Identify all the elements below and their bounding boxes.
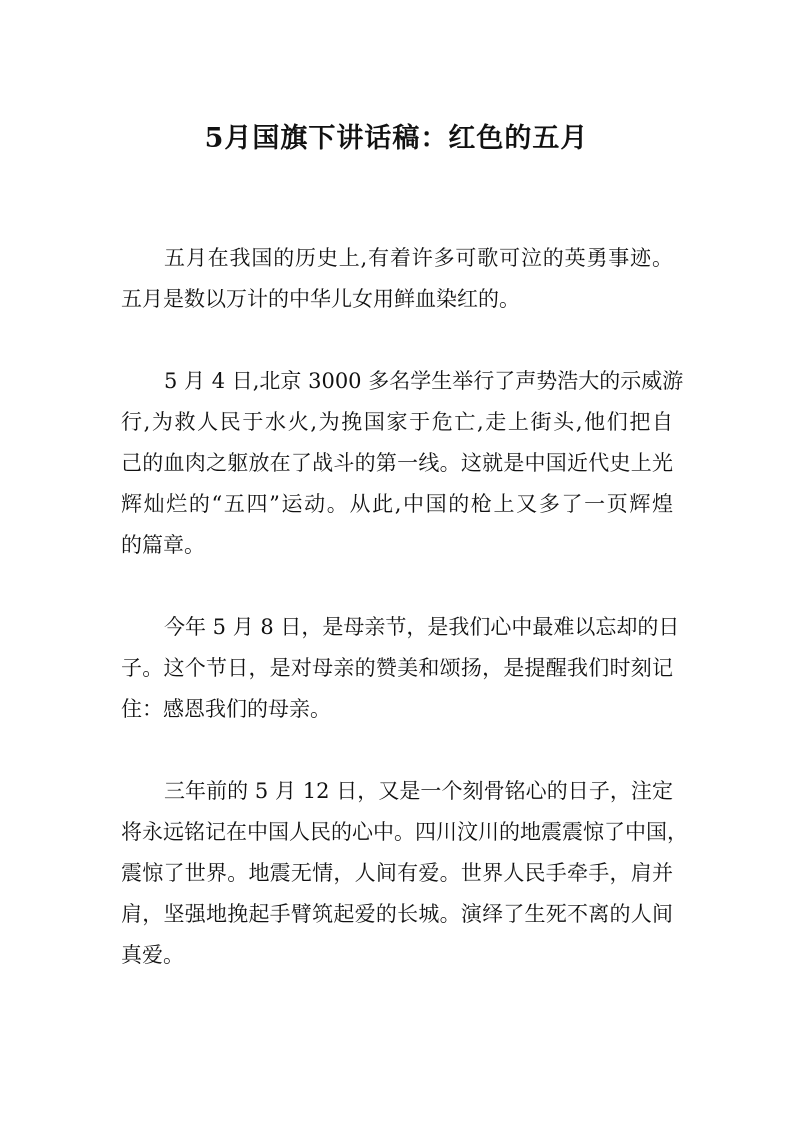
paragraph-line: 子。这个节日，是对母亲的赞美和颂扬，是提醒我们时刻记 (121, 656, 673, 680)
paragraph-line: 住：感恩我们的母亲。 (121, 697, 331, 721)
paragraph-line: 今年 5 月 8 日，是母亲节，是我们心中最难以忘却的日 (164, 615, 680, 639)
paragraph-line: 三年前的 5 月 12 日，又是一个刻骨铭心的日子，注定 (164, 779, 673, 803)
paragraph-line: 辉灿烂的“五四”运动。从此,中国的枪上又多了一页辉煌 (121, 492, 673, 516)
document-title: 5月国旗下讲话稿：红色的五月 (204, 123, 589, 155)
paragraph (121, 607, 680, 730)
paragraph-line: 肩，坚强地挽起手臂筑起爱的长城。演绎了生死不离的人间 (121, 902, 673, 926)
paragraph-line: 将永远铭记在中国人民的心中。四川汶川的地震震惊了中国， (121, 820, 688, 844)
paragraph-line: 五月在我国的历史上,有着许多可歌可泣的英勇事迹。 (164, 246, 673, 270)
paragraph (121, 771, 688, 976)
paragraph-line: 己的血肉之躯放在了战斗的第一线。这就是中国近代史上光 (121, 451, 673, 475)
paragraph-line: 真爱。 (121, 943, 184, 967)
paragraph (121, 361, 684, 566)
paragraph-line: 震惊了世界。地震无情，人间有爱。世界人民手牵手，肩并 (121, 861, 673, 885)
paragraph-line: 的篇章。 (121, 533, 205, 557)
paragraph-line: 五月是数以万计的中华儿女用鲜血染红的。 (121, 287, 520, 311)
paragraph-line: 5 月 4 日,北京 3000 多名学生举行了声势浩大的示威游 (164, 369, 684, 393)
paragraph (121, 238, 673, 320)
paragraph-line: 行,为救人民于水火,为挽国家于危亡,走上街头,他们把自 (121, 410, 673, 434)
document-body (121, 238, 688, 1017)
